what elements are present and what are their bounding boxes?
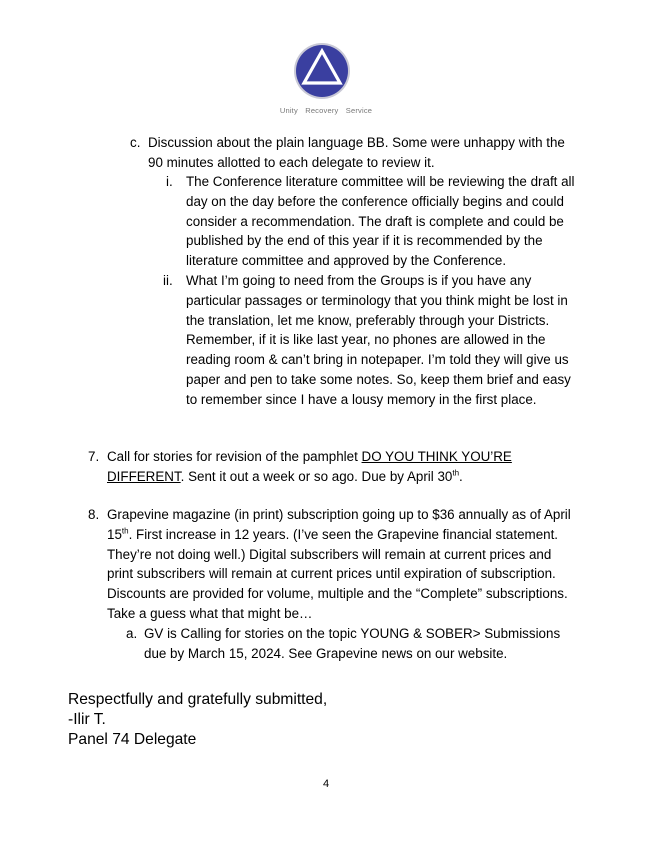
ordinal-suffix: th xyxy=(121,526,129,536)
closing-line: Respectfully and gratefully submitted, xyxy=(68,691,328,708)
list-item-text xyxy=(88,447,538,487)
list-item-7 xyxy=(88,447,538,487)
list-item-text: The Conference literature committee will be reviewing the draft all day on the day before the conference officially begins and could consider a recommendation. The draft is complete and could be published by the end of this year if it is recommended by the literature committee and approved by the Conference. xyxy=(186,174,575,269)
list-item-text xyxy=(88,505,576,624)
pamphlet-title: DO YOU THINK YOU’RE DIFFERENT xyxy=(107,449,512,484)
item-text-start: Call for stories for revision of the pamphlet xyxy=(107,449,362,464)
item-text-start: Grapevine magazine (in print) subscription going up to $36 annually as of April 15 xyxy=(107,507,571,542)
list-item-text: What I’m going to need from the Groups is if you have any particular passages or terminology that you think might be lost in the translation, let me know, preferably through your Districts. Remember, if it is like last year, no phones are allowed in the reading room & can’t bring in notepaper. I’m told they will give us paper and pen to take some notes. So, keep them brief and easy to remember since I have a lousy memory in the first place. xyxy=(186,273,571,407)
signer-title: Panel 74 Delegate xyxy=(68,731,197,748)
list-item-c-ii xyxy=(163,271,576,410)
list-item-c xyxy=(130,133,580,173)
signer-name: -Ilir T. xyxy=(68,711,106,728)
ordinal-suffix: th xyxy=(452,468,460,478)
list-marker: i. xyxy=(166,174,173,189)
item-text-period: . xyxy=(459,468,463,484)
motto-text: Unity Recovery Service xyxy=(279,106,373,115)
list-marker: a. xyxy=(126,626,138,641)
item-text-end: . First increase in 12 years. (I’ve seen the Grapevine financial statement. They’re not doing well.) Digital subscribers will remain at current prices and print subscribers will remain at current prices until expiration of subscription. Discounts are provided for volume, multiple and the “Complete” subscriptions. Take a guess what that might be… xyxy=(107,526,568,621)
list-item-8 xyxy=(88,505,576,624)
list-marker: 8. xyxy=(88,507,100,522)
list-item-text: Discussion about the plain language BB. Some were unhappy with the 90 minutes allotted to each delegate to review it. xyxy=(148,135,565,170)
page-number: 4 xyxy=(322,778,330,790)
list-marker: c. xyxy=(130,135,141,150)
list-item-8-a xyxy=(126,624,576,664)
aa-logo-icon xyxy=(293,42,351,100)
list-marker: 7. xyxy=(88,449,100,464)
list-item-text: GV is Calling for stories on the topic YOUNG & SOBER> Submissions due by March 15, 2024. See Grapevine news on our website. xyxy=(144,626,561,661)
closing-signature xyxy=(68,690,327,750)
item-text-end: . Sent it out a week or so ago. Due by April 30 xyxy=(180,468,453,484)
list-marker: ii. xyxy=(163,273,173,288)
list-item-c-i xyxy=(166,172,576,271)
